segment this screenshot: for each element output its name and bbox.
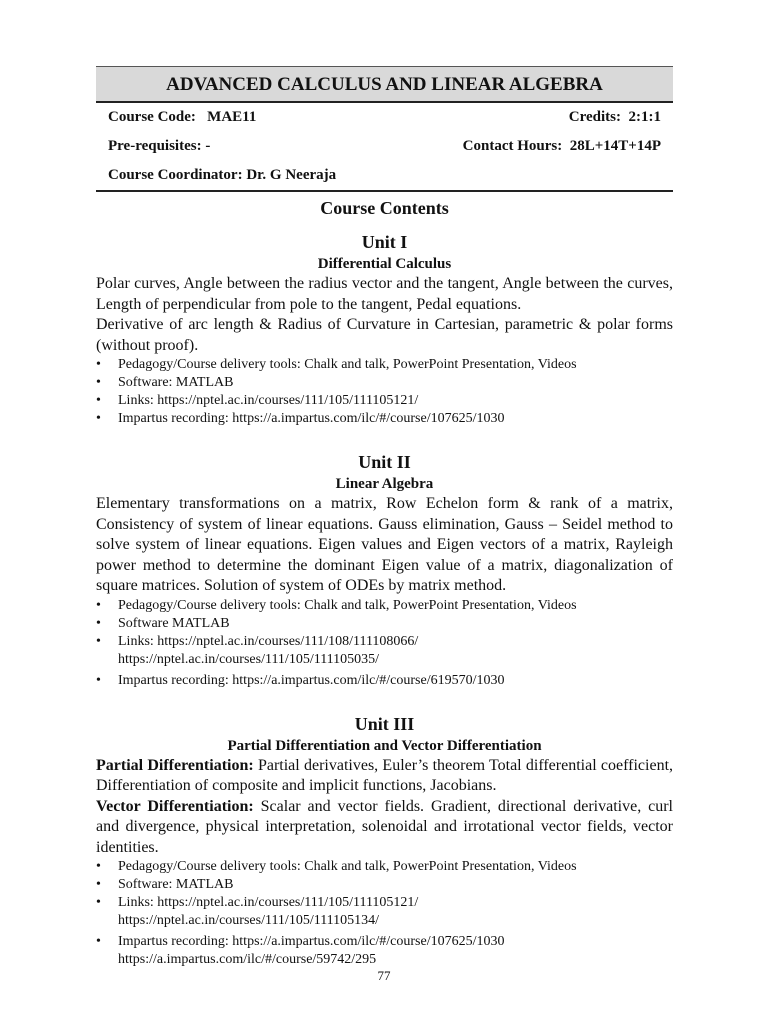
unit-1-paragraph: Polar curves, Angle between the radius vector and the tangent, Angle between the curves, Length of perpendicular from pole to the tangent, Pedal equations. [96,275,673,313]
unit-2-title: Unit II [358,452,411,472]
unit-1-title: Unit I [361,232,408,252]
vector-differentiation-label: Vector Differentiation: [96,797,254,815]
course-title: ADVANCED CALCULUS AND LINEAR ALGEBRA [96,66,673,103]
list-item [96,933,673,969]
prerequisites: Pre-requisites: - [108,138,211,154]
link-text: Links: https://nptel.ac.in/courses/111/108/111108066/ [118,633,419,649]
partial-differentiation-label: Partial Differentiation: [96,756,254,774]
link-text: https://nptel.ac.in/courses/111/105/111105035/ [118,651,380,667]
unit-1-subtitle: Differential Calculus [317,256,452,272]
unit-3-paragraph [96,756,673,797]
link-text: Links: https://nptel.ac.in/courses/111/105/111105121/ [118,895,419,910]
syllabus-page [96,66,673,969]
list-item: • Software: MATLAB [96,876,673,894]
list-item: • Impartus recording: https://a.impartus.com/ilc/#/course/619570/1030 [96,672,673,690]
unit-3-bullets [96,858,673,969]
meta-row-code [108,103,661,132]
partial-differentiation-text: Partial derivatives, Euler’s theorem Total differential coefficient, Differentiation of composite and implicit functions, Jacobians. [96,756,674,794]
unit-1-paragraph: Derivative of arc length & Radius of Curvature in Cartesian, parametric & polar forms (without proof). [96,316,673,354]
contents-heading: Course Contents [320,198,449,218]
link-text: https://a.impartus.com/ilc/#/course/59742/295 [118,952,377,967]
vector-differentiation-text: Scalar and vector fields. Gradient, directional derivative, curl and divergence, physical interpretation, solenoidal and irrotational vector fields, vector identities. [96,797,673,856]
course-code: Course Code: MAE11 [108,109,257,125]
list-item: • Software: MATLAB [96,374,673,392]
unit-2-paragraph: Elementary transformations on a matrix, Row Echelon form & rank of a matrix, Consistency of system of linear equations. Gauss elimination, Gauss – Seidel method to solve system of linear equations. Eigen values and Eigen vectors of a matrix, Rayleigh power method to determine the dominant Eigen value of a matrix, diagonalization of square matrices. Solution of system of ODEs by matrix method. [96,495,673,594]
unit-3-title: Unit III [354,713,415,734]
list-item [96,894,673,930]
list-item: • Software MATLAB [96,615,673,633]
link-text: Impartus recording: https://a.impartus.com/ilc/#/course/107625/1030 [118,934,505,949]
page-number: 77 [377,968,391,983]
credits: Credits: 2:1:1 [568,109,661,125]
course-meta [96,103,673,190]
unit-2-subtitle: Linear Algebra [335,476,434,492]
list-item: • Impartus recording: https://a.impartus.com/ilc/#/course/107625/1030 [96,410,673,428]
link-text: https://nptel.ac.in/courses/111/105/111105134/ [118,913,380,928]
list-item [96,633,673,669]
list-item: • Pedagogy/Course delivery tools: Chalk and talk, PowerPoint Presentation, Videos [96,858,673,876]
list-item: • Links: https://nptel.ac.in/courses/111/105/111105121/ [96,392,673,410]
header-divider [96,190,673,192]
meta-row-prereq [108,132,661,161]
contact-hours: Contact Hours: 28L+14T+14P [462,138,661,154]
unit-3-subtitle: Partial Differentiation and Vector Differentiation [227,737,542,754]
list-item: • Pedagogy/Course delivery tools: Chalk and talk, PowerPoint Presentation, Videos [96,356,673,374]
course-coordinator: Course Coordinator: Dr. G Neeraja [108,167,337,183]
unit-3-paragraph [96,797,673,859]
list-item: • Pedagogy/Course delivery tools: Chalk and talk, PowerPoint Presentation, Videos [96,597,673,615]
meta-row-coordinator [108,161,661,190]
unit-1-bullets [96,356,673,428]
unit-2-bullets [96,597,673,690]
